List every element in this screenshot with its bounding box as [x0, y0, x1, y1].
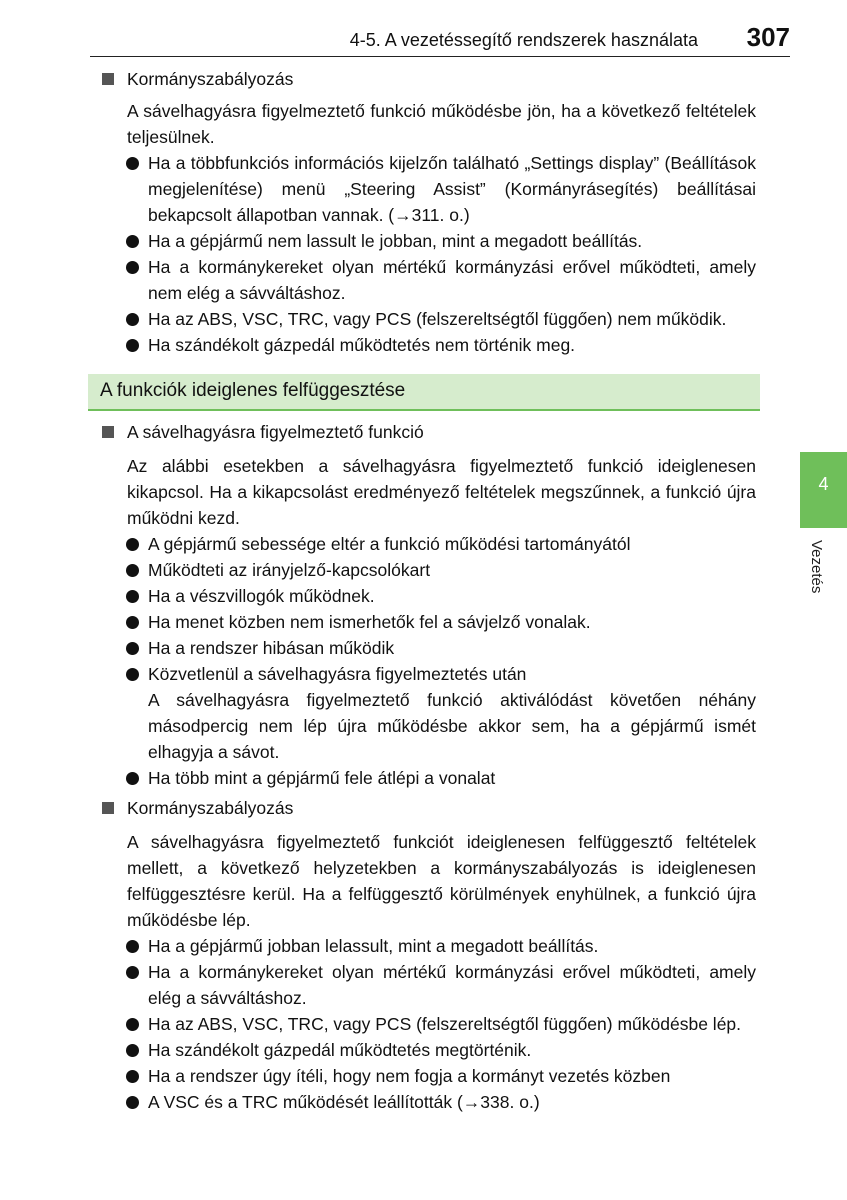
- list-item: [148, 661, 756, 765]
- list-item-text: Ha a rendszer úgy ítéli, hogy nem fogja a kormányt vezetés közben: [148, 1066, 671, 1086]
- bullet-icon: [126, 564, 139, 577]
- list-item-text: A gépjármű sebessége eltér a funkció működési tartományától: [148, 534, 631, 554]
- bullet-icon: [126, 313, 139, 326]
- bullet-icon: [126, 642, 139, 655]
- chapter-tab: [800, 452, 847, 528]
- section2-conditions-list: [100, 531, 756, 791]
- bullet-icon: [126, 538, 139, 551]
- subheading-text: Kormányszabályozás: [127, 798, 294, 818]
- list-item-detail: A sávelhagyásra figyelmeztető funkció aktiválódást követően néhány másodpercig nem lép újra működésbe akkor sem, ha a gépjármű ismét elhagyja a sávot.: [148, 690, 756, 762]
- section1-conditions-list: [100, 150, 756, 358]
- bullet-icon: [126, 1044, 139, 1057]
- subheading-steering-control-2: [100, 795, 756, 821]
- list-item: [148, 1063, 756, 1089]
- section2-intro: Az alábbi esetekben a sávelhagyásra figyelmeztető funkció ideiglenesen kikapcsol. Ha a kikapcsolást eredményező feltételek megszűnnek, a funkció újra működni kezd.: [127, 456, 756, 528]
- list-item: [148, 583, 756, 609]
- list-item: [148, 254, 756, 306]
- bullet-icon: [126, 772, 139, 785]
- list-item-text: Ha a gépjármű jobban lelassult, mint a megadott beállítás.: [148, 936, 599, 956]
- list-item: [148, 635, 756, 661]
- list-item-text: Ha a rendszer hibásan működik: [148, 638, 395, 658]
- bullet-icon: [126, 590, 139, 603]
- list-item-text: Ha szándékolt gázpedál működtetés megtörténik.: [148, 1040, 532, 1060]
- list-item-text: Ha a vészvillogók működnek.: [148, 586, 375, 606]
- chapter-side-label: [806, 540, 836, 620]
- bullet-icon: [126, 940, 139, 953]
- list-item-text: Ha az ABS, VSC, TRC, vagy PCS (felszereltségtől függően) működésbe lép.: [148, 1014, 742, 1034]
- list-item-text: Ha a többfunkciós információs kijelzőn található „Settings display” (Beállítások megjelenítése) menü „Steering Assist” (Kormányrásegítés) beállításai bekapcsolt állapotban vannak. (→311. o.): [148, 153, 756, 225]
- list-item: [148, 557, 756, 583]
- bullet-icon: [126, 1096, 139, 1109]
- bullet-icon: [126, 339, 139, 352]
- list-item-text: Ha a kormánykereket olyan mértékű kormányzási erővel működteti, amely nem elég a sávváltáshoz.: [148, 257, 756, 303]
- bullet-icon: [126, 235, 139, 248]
- list-item: [148, 765, 756, 791]
- list-item-text: Közvetlenül a sávelhagyásra figyelmeztetés után: [148, 664, 527, 684]
- list-item-text: Ha a kormánykereket olyan mértékű kormányzási erővel működteti, amely elég a sávváltáshoz.: [148, 962, 756, 1008]
- list-item: [148, 306, 756, 332]
- chapter-side-label-text: Vezetés: [808, 540, 825, 594]
- section-banner: [88, 374, 760, 411]
- bullet-icon: [126, 261, 139, 274]
- page-number: 307: [746, 22, 790, 52]
- list-item-text: Ha a gépjármű nem lassult le jobban, mint a megadott beállítás.: [148, 231, 643, 251]
- list-item-text: Ha az ABS, VSC, TRC, vagy PCS (felszereltségtől függően) nem működik.: [148, 309, 727, 329]
- page-header: [90, 20, 790, 56]
- list-item-text: A VSC és a TRC működését leállították (→338. o.): [148, 1092, 540, 1112]
- list-item: [148, 959, 756, 1011]
- list-item-text: Működteti az irányjelző-kapcsolókart: [148, 560, 431, 580]
- list-item: [148, 1089, 756, 1115]
- list-item: [148, 531, 756, 557]
- bullet-icon: [126, 616, 139, 629]
- chapter-tab-number: 4: [818, 474, 829, 494]
- bullet-icon: [126, 1018, 139, 1031]
- header-divider: [90, 56, 790, 57]
- page-content: [100, 66, 756, 1115]
- square-bullet-icon: [102, 802, 114, 814]
- chapter-title: 4-5. A vezetéssegítő rendszerek használata: [349, 30, 698, 50]
- subheading-text: Kormányszabályozás: [127, 69, 294, 89]
- subheading-text: A sávelhagyásra figyelmeztető funkció: [127, 422, 424, 442]
- section3-intro: A sávelhagyásra figyelmeztető funkciót ideiglenesen felfüggesztő feltételek mellett, a következő helyzetekben a kormányszabályozás is ideiglenesen felfüggesztésre kerül. Ha a felfüggesztő körülmények enyhülnek, a funkció újra működésbe lép.: [127, 832, 756, 930]
- square-bullet-icon: [102, 73, 114, 85]
- section-banner-title: A funkciók ideiglenes felfüggesztése: [100, 380, 406, 401]
- list-item-text: Ha menet közben nem ismerhetők fel a sávjelző vonalak.: [148, 612, 591, 632]
- list-item: [148, 150, 756, 228]
- list-item: [148, 933, 756, 959]
- list-item: [148, 228, 756, 254]
- list-item: [148, 1011, 756, 1037]
- section3-conditions-list: [100, 933, 756, 1115]
- list-item: [148, 332, 756, 358]
- square-bullet-icon: [102, 426, 114, 438]
- list-item-text: Ha szándékolt gázpedál működtetés nem történik meg.: [148, 335, 576, 355]
- subheading-steering-control: [100, 66, 756, 92]
- subheading-lane-departure-alert: [100, 419, 756, 445]
- list-item-text: Ha több mint a gépjármű fele átlépi a vonalat: [148, 768, 496, 788]
- bullet-icon: [126, 1070, 139, 1083]
- bullet-icon: [126, 157, 139, 170]
- list-item: [148, 609, 756, 635]
- section1-intro: A sávelhagyásra figyelmeztető funkció működésbe jön, ha a következő feltételek teljesülnek.: [127, 101, 756, 147]
- bullet-icon: [126, 668, 139, 681]
- list-item: [148, 1037, 756, 1063]
- bullet-icon: [126, 966, 139, 979]
